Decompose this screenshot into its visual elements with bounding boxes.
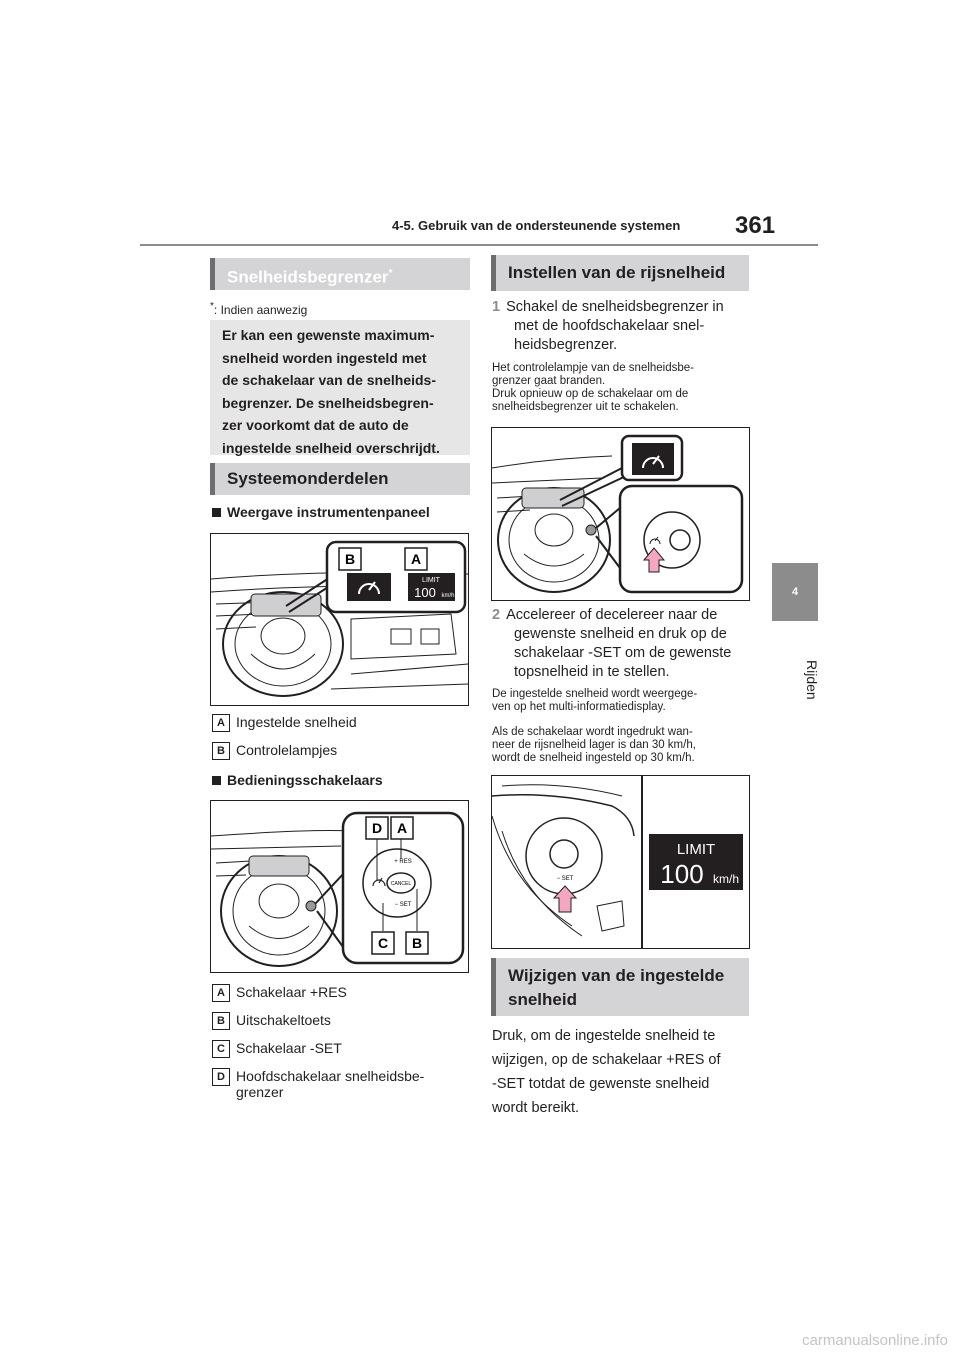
limit-speed-unit: km/h bbox=[441, 593, 455, 599]
subhead-display: Weergave instrumentenpaneel bbox=[212, 504, 430, 520]
switch-item-b: B Uitschakeltoets bbox=[212, 1012, 331, 1030]
set-label: − SET bbox=[394, 902, 412, 908]
step-2-note-2: Als de schakelaar wordt ingedrukt wan- neer de rijsnelheid lager is dan 30 km/h, wordt de snelheid ingesteld op 30 km/h. bbox=[492, 726, 696, 764]
section-title-setting: Instellen van de rijsnelheid bbox=[491, 255, 749, 291]
step-2-note-1: De ingestelde snelheid wordt weergege- ven op het multi-informatiedisplay. bbox=[492, 688, 698, 713]
callout-c-letter: C bbox=[377, 935, 389, 951]
callout-b-letter: B bbox=[411, 935, 423, 951]
callout-a-letter: A bbox=[396, 820, 408, 836]
footnote: *: Indien aanwezig bbox=[210, 301, 308, 317]
cancel-label: CANCEL bbox=[390, 881, 412, 887]
set-switch-illustration bbox=[492, 776, 749, 948]
limit-speed-value: 100 bbox=[414, 585, 436, 600]
subhead-switches: Bedieningsschakelaars bbox=[212, 772, 383, 788]
section-title-components: Systeemonderdelen bbox=[210, 463, 470, 495]
figure-main-switch bbox=[491, 427, 750, 601]
main-switch-illustration bbox=[492, 428, 749, 600]
display-item-b: B Controlelampjes bbox=[212, 742, 337, 760]
chapter-header-title: 4-5. Gebruik van de ondersteunende systemen bbox=[392, 218, 681, 233]
chapter-label: Rijden bbox=[804, 660, 820, 700]
indicator-lamp-panel bbox=[347, 573, 391, 601]
chapter-tab[interactable]: 4 bbox=[772, 563, 818, 621]
display-item-a: A Ingestelde snelheid bbox=[212, 714, 357, 732]
limit-speed-value: 100 bbox=[660, 859, 704, 889]
figure-set-switch bbox=[491, 775, 750, 949]
header-rule bbox=[140, 244, 818, 246]
switch-item-d: D Hoofdschakelaar snelheidsbe- grenzer bbox=[212, 1068, 424, 1100]
set-label: − SET bbox=[556, 876, 574, 882]
change-instructions: Druk, om de ingestelde snelheid te wijzigen, op de schakelaar +RES of -SET totdat de gewenste snelheid wordt bereikt. bbox=[492, 1028, 721, 1116]
switch-item-a: A Schakelaar +RES bbox=[212, 984, 347, 1002]
watermark: carmanualsonline.info bbox=[802, 1332, 948, 1349]
limit-speed-unit: km/h bbox=[712, 872, 740, 886]
intro-box: Er kan een gewenste maximum- snelheid worden ingesteld met de schakelaar van de snelheids- begrenzer. De snelheidsbegren- zer voorkomt dat de auto de ingestelde snelheid overschrijdt. bbox=[210, 320, 470, 455]
callout-a-letter: A bbox=[410, 551, 422, 567]
step-2: 2 Accelereer of decelereer naar de gewenste snelheid en druk op de schakelaar -SET om de gewenste topsnelheid in te stellen. bbox=[492, 607, 732, 680]
step-1-notes: Het controlelampje van de snelheidsbe- grenzer gaat branden. Druk opnieuw op de schakelaar om de snelheidsbegrenzer uit te schakelen. bbox=[492, 362, 695, 413]
res-label: + RES bbox=[394, 859, 412, 865]
page-number: 361 bbox=[735, 212, 776, 239]
step-1: 1 Schakel de snelheidsbegrenzer in met de hoofdschakelaar snel- heidsbegrenzer. bbox=[492, 299, 724, 353]
section-title-change: Wijzigen van de ingestelde snelheid bbox=[491, 958, 749, 1016]
section-title-speed-limiter: Snelheidsbegrenzer* bbox=[210, 258, 470, 290]
callout-b-letter: B bbox=[344, 551, 356, 567]
figure-control-switches bbox=[210, 800, 469, 973]
steering-switch-illustration bbox=[211, 801, 468, 972]
dashboard-illustration bbox=[211, 534, 468, 705]
limit-label: LIMIT bbox=[422, 577, 440, 584]
callout-d-letter: D bbox=[371, 820, 383, 836]
limit-label: LIMIT bbox=[676, 841, 716, 858]
figure-instrument-panel bbox=[210, 533, 469, 706]
switch-item-c: C Schakelaar -SET bbox=[212, 1040, 342, 1058]
